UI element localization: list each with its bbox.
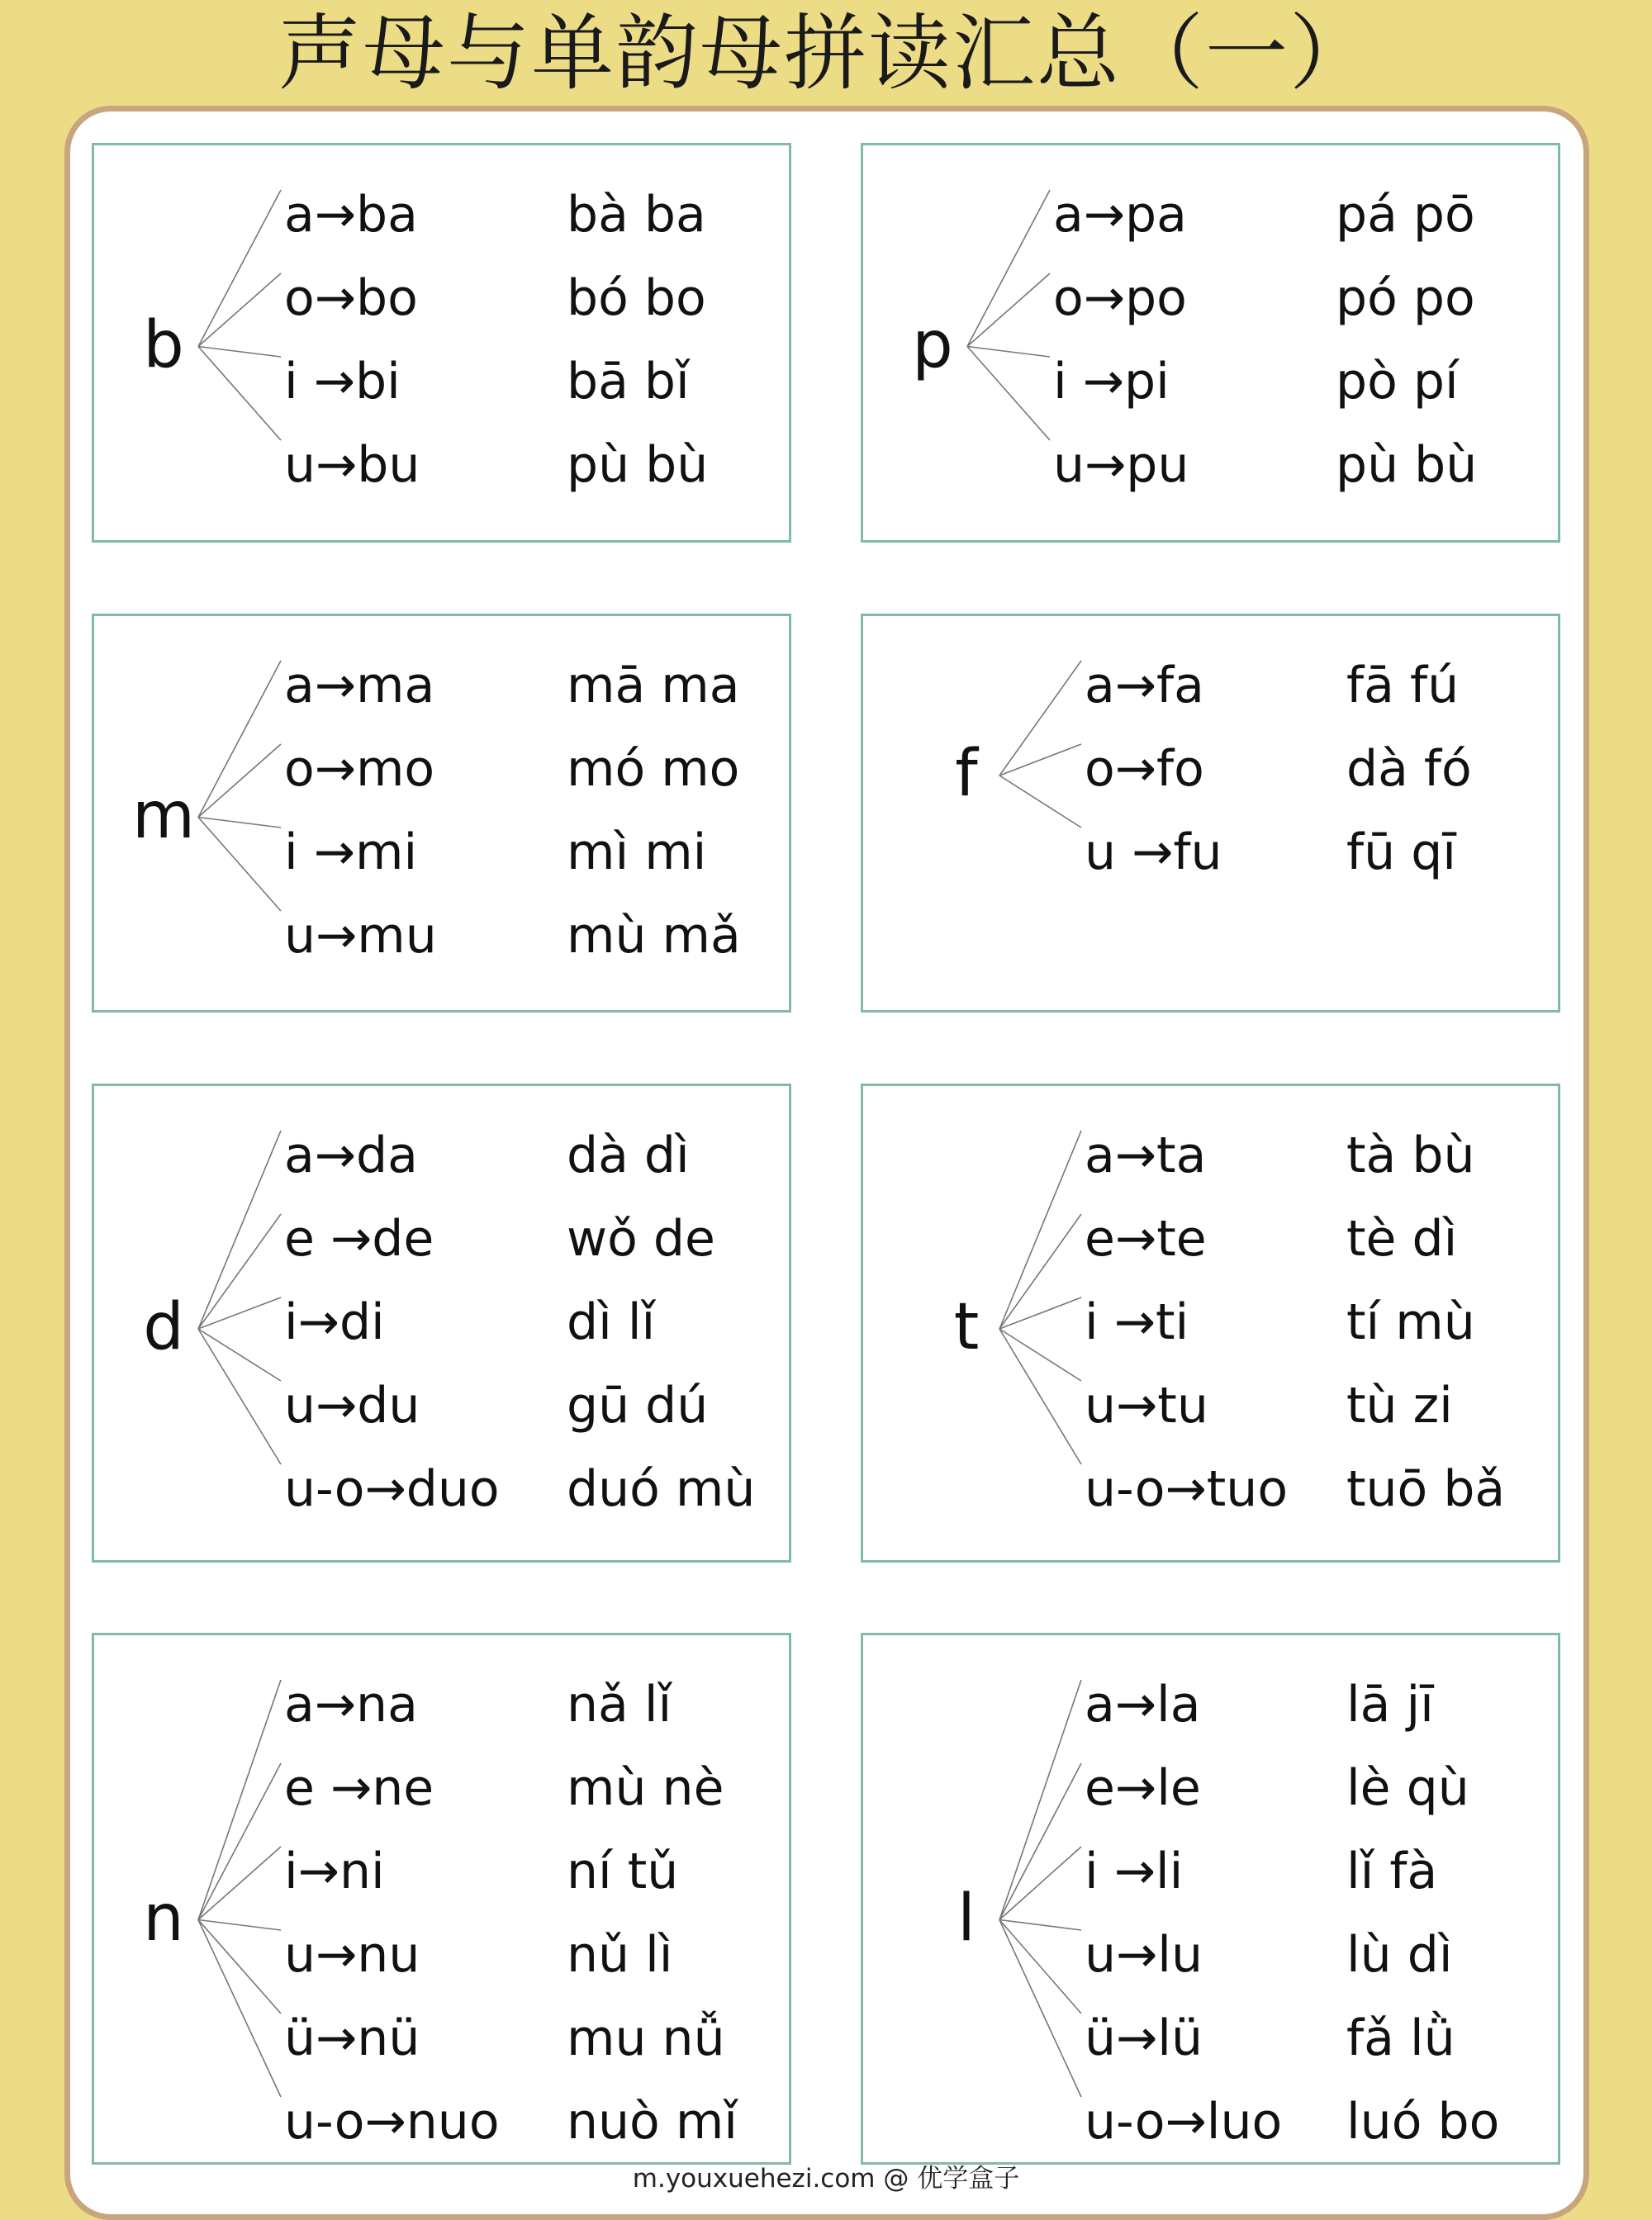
initial-consonant: t [953, 1290, 980, 1364]
example-words: nǎ lǐ [567, 1676, 672, 1734]
example-words: fā fú [1346, 657, 1460, 714]
example-words: bā bǐ [567, 353, 690, 410]
example-words: pó po [1336, 269, 1475, 327]
card-f [861, 614, 1560, 1013]
example-words: ní tǔ [567, 1843, 679, 1900]
spelling-text: ü→nü [284, 2009, 420, 2067]
card-m [92, 614, 791, 1013]
branch-line [999, 661, 1081, 776]
branch-line [198, 1920, 281, 2098]
branch-line [999, 744, 1081, 776]
spelling-text: a→la [1085, 1676, 1201, 1734]
branch-line [999, 1920, 1081, 1931]
branch-line [198, 1920, 281, 2014]
spelling-text: e →ne [284, 1759, 434, 1817]
branch-line [999, 1763, 1081, 1920]
initial-consonant: p [912, 307, 953, 382]
example-words: lǐ fà [1346, 1843, 1438, 1900]
spelling-text: u→pu [1053, 436, 1189, 494]
page-title: 声母与单韵母拼读汇总（一） [278, 5, 1374, 102]
spelling-text: o→mo [284, 740, 435, 798]
initial-consonant: l [957, 1881, 976, 1956]
example-words: mu nǚ [567, 2009, 725, 2067]
card-p [861, 143, 1560, 543]
example-words: luó bo [1346, 2093, 1500, 2151]
branch-line [999, 1920, 1081, 2098]
branch-line [999, 1297, 1081, 1329]
example-words: pù bù [1336, 436, 1478, 494]
spelling-text: o→fo [1085, 740, 1204, 798]
spelling-text: u-o→tuo [1085, 1460, 1289, 1518]
spelling-text: u→bu [284, 436, 420, 494]
example-words: mó mo [567, 740, 740, 798]
spelling-text: a→na [284, 1676, 418, 1734]
example-words: mā ma [567, 657, 740, 714]
example-words: wǒ de [567, 1210, 715, 1268]
example-words: dà dì [567, 1127, 690, 1184]
spelling-text: a→ba [284, 186, 418, 244]
initial-consonant: f [955, 737, 978, 811]
spelling-text: i→ni [284, 1843, 385, 1900]
example-words: tè dì [1346, 1210, 1458, 1268]
branch-line [198, 273, 281, 347]
example-words: dì lǐ [567, 1293, 656, 1351]
branch-lines [94, 1635, 794, 2167]
spelling-text: i →pi [1053, 353, 1170, 410]
branch-line [198, 347, 281, 358]
branch-line [198, 1763, 281, 1920]
branch-line [999, 776, 1081, 828]
example-words: fū qī [1346, 823, 1456, 881]
example-words: lā jī [1346, 1676, 1434, 1734]
card-n [92, 1633, 791, 2165]
branch-line [198, 1297, 281, 1329]
branch-line [999, 1329, 1081, 1381]
example-words: dà fó [1346, 740, 1472, 798]
example-words: tí mù [1346, 1293, 1475, 1351]
spelling-text: i →bi [284, 353, 401, 410]
spelling-text: e→le [1085, 1759, 1201, 1817]
spelling-text: a→ma [284, 657, 435, 714]
spelling-text: u→nu [284, 1926, 420, 1984]
spelling-text: u-o→nuo [284, 2093, 500, 2151]
branch-line [198, 347, 281, 441]
branch-line [999, 1920, 1081, 2014]
example-words: lè qù [1346, 1759, 1469, 1817]
example-words: mì mi [567, 823, 707, 881]
example-words: nǔ lì [567, 1926, 673, 1984]
spelling-text: e →de [284, 1210, 434, 1268]
spelling-text: a→da [284, 1127, 418, 1184]
example-words: pá pō [1336, 186, 1475, 244]
card-t [861, 1084, 1560, 1563]
example-words: lù dì [1346, 1926, 1453, 1984]
spelling-text: u →fu [1085, 823, 1222, 881]
spelling-text: o→po [1053, 269, 1187, 327]
card-d [92, 1084, 791, 1563]
spelling-text: o→bo [284, 269, 418, 327]
branch-line [198, 744, 281, 818]
spelling-text: i →ti [1085, 1293, 1189, 1351]
card-l [861, 1633, 1560, 2165]
spelling-text: e→te [1085, 1210, 1207, 1268]
example-words: mù nè [567, 1759, 724, 1817]
example-words: tà bù [1346, 1127, 1475, 1184]
example-words: gū dú [567, 1377, 709, 1435]
spelling-text: u→mu [284, 907, 437, 965]
spelling-text: u-o→duo [284, 1460, 500, 1518]
spelling-text: i →li [1085, 1843, 1184, 1900]
spelling-text: u→du [284, 1377, 420, 1435]
spelling-text: u-o→luo [1085, 2093, 1283, 2151]
example-words: bà ba [567, 186, 706, 244]
branch-line [198, 661, 281, 818]
spelling-text: i →mi [284, 823, 418, 881]
spelling-text: u→lu [1085, 1926, 1203, 1984]
initial-consonant: d [143, 1290, 184, 1364]
example-words: mù mǎ [567, 907, 741, 965]
branch-line [198, 1131, 281, 1329]
example-words: fǎ lǜ [1346, 2009, 1455, 2067]
example-words: nuò mǐ [567, 2093, 738, 2151]
branch-line [967, 190, 1050, 347]
branch-line [198, 1329, 281, 1464]
branch-line [967, 347, 1050, 358]
branch-line [198, 818, 281, 912]
example-words: tuō bǎ [1346, 1460, 1506, 1518]
branch-line [198, 1329, 281, 1381]
spelling-text: i→di [284, 1293, 385, 1351]
initial-consonant: m [132, 778, 195, 853]
branch-line [198, 190, 281, 347]
example-words: bó bo [567, 269, 706, 327]
example-words: pò pí [1336, 353, 1459, 410]
branch-line [198, 818, 281, 828]
branch-line [999, 1329, 1081, 1464]
spelling-text: a→fa [1085, 657, 1204, 714]
branch-line [999, 1131, 1081, 1329]
example-words: pù bù [567, 436, 709, 494]
spelling-text: a→pa [1053, 186, 1187, 244]
initial-consonant: n [143, 1881, 184, 1956]
branch-line [198, 1920, 281, 1931]
example-words: duó mù [567, 1460, 756, 1518]
branch-line [967, 347, 1050, 441]
initial-consonant: b [143, 307, 184, 382]
branch-line [967, 273, 1050, 347]
example-words: tù zi [1346, 1377, 1453, 1435]
spelling-text: u→tu [1085, 1377, 1208, 1435]
footer-watermark: m.youxuehezi.com @ 优学盒子 [632, 2164, 1020, 2194]
card-b [92, 143, 791, 543]
spelling-text: a→ta [1085, 1127, 1207, 1184]
spelling-text: ü→lü [1085, 2009, 1203, 2067]
